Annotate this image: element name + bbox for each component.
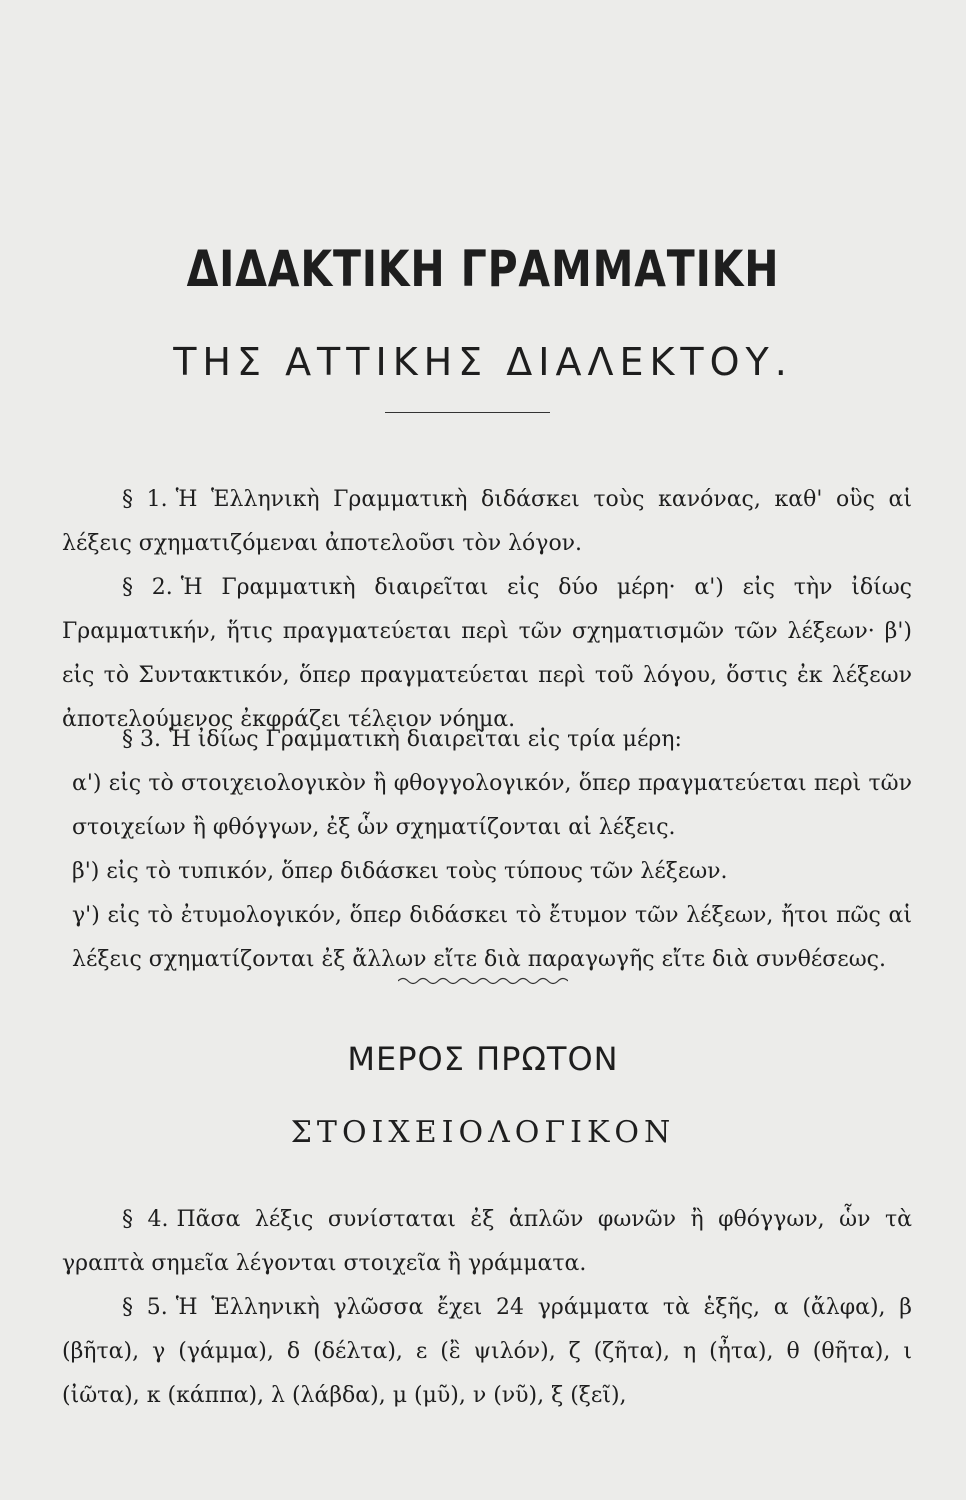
chapter-title: ΣΤΟΙΧΕΙΟΛΟΓΙΚΟΝ xyxy=(290,1115,676,1150)
title-divider xyxy=(385,412,550,413)
section-number: § 3. xyxy=(122,727,161,752)
wavy-divider xyxy=(398,975,568,987)
section-number: § 5. xyxy=(122,1295,168,1320)
list-item: α') εἰς τὸ στοιχειολογικὸν ἢ φθογγολογικόν, ὅπερ πραγματεύεται περὶ τῶν στοιχείων ἢ φθόγγων, ἐξ ὧν σχηματίζονται αἱ λέξεις. xyxy=(72,771,912,840)
paragraph-text: Ἡ Ἑλληνικὴ γλῶσσα ἔχει 24 γράμματα τὰ ἑξῆς, α (ἄλφα), β (βῆτα), γ (γάμμα), δ (δέλτα), ε (ἒ ψιλόν), ζ (ζῆτα), η (ἦτα), θ (θῆτα), ι (ἰῶτα), κ (κάππα), λ (λάβδα), μ (μῦ), ν (νῦ), ξ (ξεῖ), xyxy=(62,1295,912,1408)
paragraph-2 xyxy=(62,566,912,742)
paragraph-5 xyxy=(62,1286,912,1418)
paragraph-1 xyxy=(62,478,912,566)
section-number: § 2. xyxy=(122,575,173,600)
section-number: § 1. xyxy=(122,487,168,512)
page-title: ΔΙΔΑΚΤΙΚΗ ΓΡΑΜΜΑΤΙΚΗ xyxy=(186,240,780,298)
paragraph-3 xyxy=(62,718,912,982)
paragraph-4 xyxy=(62,1198,912,1286)
paragraph-text: Ἡ ἰδίως Γραμματικὴ διαιρεῖται εἰς τρία μέρη: xyxy=(168,727,682,752)
list-item: β') εἰς τὸ τυπικόν, ὅπερ διδάσκει τοὺς τύπους τῶν λέξεων. xyxy=(72,859,728,884)
list-item: γ') εἰς τὸ ἐτυμολογικόν, ὅπερ διδάσκει τὸ ἔτυμον τῶν λέξεων, ἤτοι πῶς αἱ λέξεις σχηματίζονται ἐξ ἄλλων εἴτε διὰ παραγωγῆς εἴτε διὰ συνθέσεως. xyxy=(72,903,912,972)
page-subtitle: ΤΗΣ ΑΤΤΙΚΗΣ ΔΙΑΛΕΚΤΟΥ. xyxy=(173,340,793,384)
part-title: ΜΕΡΟΣ ΠΡΩΤΟΝ xyxy=(347,1040,619,1078)
paragraph-text: Ἡ Ἑλληνικὴ Γραμματικὴ διδάσκει τοὺς κανόνας, καθ' οὓς αἱ λέξεις σχηματιζόμεναι ἀποτελοῦσι τὸν λόγον. xyxy=(62,487,913,556)
paragraph-text: Πᾶσα λέξις συνίσταται ἐξ ἁπλῶν φωνῶν ἢ φθόγγων, ὧν τὰ γραπτὰ σημεῖα λέγονται στοιχεῖα ἢ γράμματα. xyxy=(62,1207,912,1276)
paragraph-text: Ἡ Γραμματικὴ διαιρεῖται εἰς δύο μέρη· α') εἰς τὴν ἰδίως Γραμματικήν, ἥτις πραγματεύεται περὶ τῶν σχηματισμῶν τῶν λέξεων· β') εἰς τὸ Συντακτικόν, ὅπερ πραγματεύεται περὶ τοῦ λόγου, ὅστις ἐκ λέξεων ἀποτελούμενος ἐκφράζει τέλειον νόημα. xyxy=(62,575,913,732)
section-number: § 4. xyxy=(122,1207,169,1232)
